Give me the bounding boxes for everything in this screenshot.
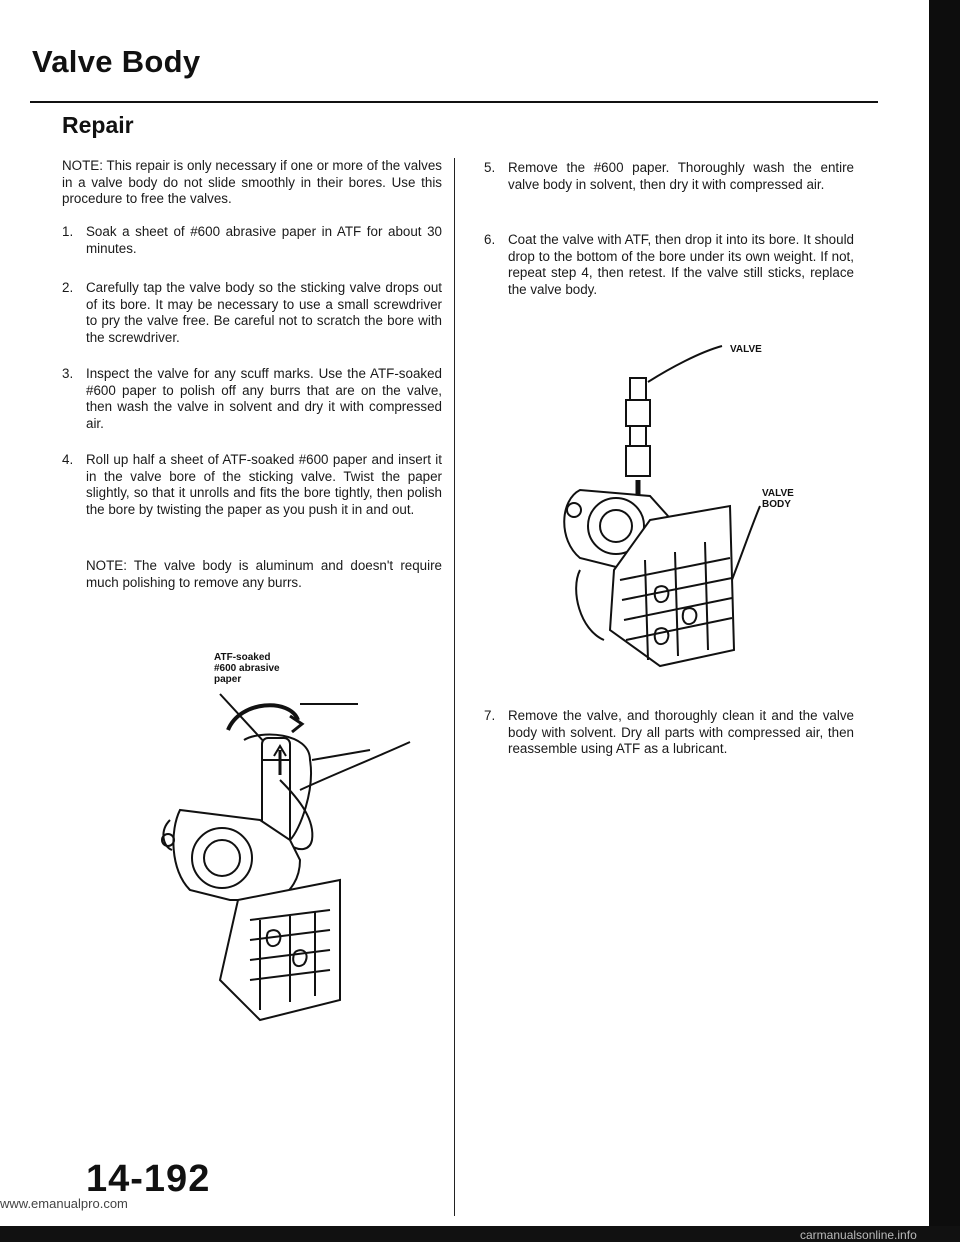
step-text: Remove the #600 paper. Thoroughly wash the entire valve body in solvent, then dry it with compressed air. [508, 160, 854, 192]
figure-label-line: VALVE [762, 488, 794, 499]
step-2 [62, 280, 442, 346]
page-number: 14-192 [86, 1158, 211, 1200]
valve-drop-illustration [550, 330, 850, 690]
left-note: NOTE: This repair is only necessary if one or more of the valves in a valve body do not slide smoothly in their bores. Use this procedure to free the valves. [62, 158, 442, 206]
step-7 [484, 708, 854, 758]
step-number: 2. [62, 280, 74, 295]
left-note-2: NOTE: The valve body is aluminum and doesn't require much polishing to remove any burrs. [86, 558, 442, 590]
step-text: Coat the valve with ATF, then drop it into its bore. It should drop to the bottom of the bore under its own weight. If not, repeat step 4, then retest. If the valve still sticks, replace the valve body. [508, 232, 854, 297]
section-title: Repair [62, 112, 134, 138]
step-text: Roll up half a sheet of ATF-soaked #600 paper and insert it in the valve bore of the sticking valve. Twist the paper slightly, so that it unrolls and fits the bore tightly, then polish the bore by twisting the paper as you push it in and out. [86, 452, 442, 517]
step-4 [62, 452, 442, 518]
figure-label-valve: VALVE [730, 344, 762, 355]
step-text: Remove the valve, and thoroughly clean it and the valve body with solvent. Dry all parts with compressed air, then reassemble using ATF as a lubricant. [508, 708, 854, 756]
figure-label-line: #600 abrasive [214, 663, 280, 674]
step-number: 4. [62, 452, 74, 467]
step-text: Carefully tap the valve body so the sticking valve drops out of its bore. It may be necessary to use a small screwdriver to pry the valve free. Be careful not to scratch the bore with the screwdriver. [86, 280, 442, 345]
step-3 [62, 366, 442, 432]
step-text: Inspect the valve for any scuff marks. Use the ATF-soaked #600 paper to polish off any burrs that are on the valve, then wash the valve in solvent and dry it with compressed air. [86, 366, 442, 431]
page-edge-shadow [929, 0, 960, 1242]
figure-label-line: ATF-soaked [214, 652, 271, 663]
polishing-illustration [140, 680, 520, 1080]
step-6 [484, 232, 854, 298]
title-rule [30, 101, 878, 103]
step-5 [484, 160, 854, 193]
step-number: 5. [484, 160, 496, 175]
step-number: 3. [62, 366, 74, 381]
step-number: 1. [62, 224, 74, 239]
figure-label-line: BODY [762, 499, 791, 510]
step-text: Soak a sheet of #600 abrasive paper in ATF for about 30 minutes. [86, 224, 442, 256]
column-divider [454, 158, 455, 1216]
step-1 [62, 224, 442, 257]
step-number: 7. [484, 708, 496, 723]
page-title: Valve Body [32, 44, 201, 79]
step-number: 6. [484, 232, 496, 247]
figure-label-line: paper [214, 674, 242, 685]
watermark-right: carmanualsonline.info [800, 1228, 917, 1242]
watermark: www.emanualpro.com [0, 1196, 128, 1211]
